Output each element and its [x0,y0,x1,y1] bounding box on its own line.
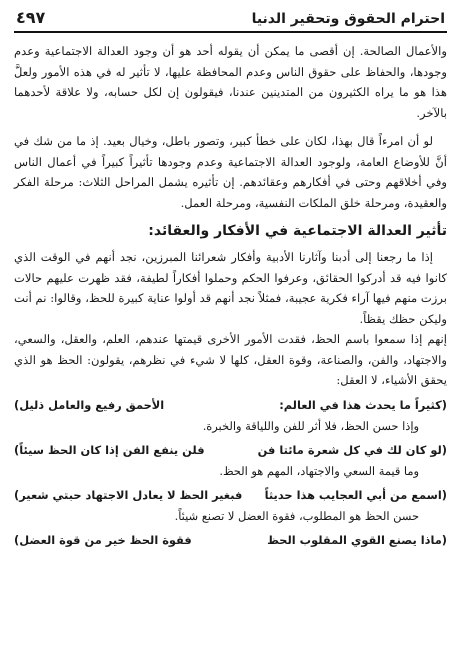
page-number: ٤٩٧ [16,8,46,27]
paragraph: إنهم إذا سمعوا باسم الحظ، فقدت الأمور الأخرى قيمتها عندهم، العلم، والعقل، والسعي، والاجتهاد، والفن، والصناعة، وقوة العقل، كلها لا شيء في نظرهم، يقولون: الحظ هو الذي يحقق الأشياء، لا العقل: [14,332,447,387]
running-title: احترام الحقوق وتحقير الدنيا [251,11,445,27]
verse-first-hemistich: (لو كان لك في كل شعرة مائتا فن [257,442,447,457]
paragraph: والأعمال الصالحة. إن أقصى ما يمكن أن يقوله أحد هو أن وجود العدالة الاجتماعية وعدم وجودها، والحفاظ على حقوق الناس وعدم المحافظة عليها، لا تأثير له في هذه الأمور ولعلَّ هذا هو ما يراه الكثيرون من المتدينين عندنا، فيقولون إن لكل حسابه، ولا علاقة لأحدهما بالآخر. [14,44,447,120]
verse-first-hemistich: (اسمع من أبي العجايب هذا حديثاً [264,487,447,502]
verse-first-hemistich: (ماذا يصنع القوي المقلوب الحظ [267,532,447,547]
verse-line [14,440,447,461]
paragraph: لو أن امرءاً قال بهذا، لكان على خطأ كبير، وتصور باطل، وخيال بعيد. إذ ما من شك في أنَّ للأوضاع العامة، ولوجود العدالة الاجتماعية وعدم وجودها تأثيراً كبيراً في أعمال الناس وفي أخلاقهم وحتى في أفكارهم وعقائدهم. إن تأثيره يشمل المراحل الثلاث: مرحلة الفكر والعقيدة، ومرحلة خلق الملكات النفسية، ومرحلة العمل. [14,134,447,210]
verse-line [14,530,447,551]
verse-second-hemistich: فبغير الحظ لا يعادل الاجتهاد حبتي شعير) [14,487,243,502]
page-body [14,41,447,551]
verse-line [14,395,447,416]
verse-second-hemistich: فقوة الحظ خير من قوة العضل) [14,532,192,547]
section-heading: تأثير العدالة الاجتماعية في الأفكار والعقائد: [148,223,447,239]
verse-explanation: وإذا حسن الحظ، فلا أثر للفن واللياقة والخبرة. [202,418,419,433]
verse-line [14,485,447,506]
verse-second-hemistich: فلن ينفع الفن إذا كان الحظ سيئاً) [14,442,205,457]
book-page [14,8,447,645]
verse-explanation: وما قيمة السعي والاجتهاد، المهم هو الحظ. [219,463,419,478]
verse-second-hemistich: الأحمق رفيع والعامل ذليل) [14,397,165,412]
running-header [14,8,447,33]
verse-explanation: حسن الحظ هو المطلوب، فقوة العضل لا تصنع شيئاً. [174,508,419,523]
paragraph: إذا ما رجعنا إلى أدبنا وآثارنا الأدبية وأفكار شعرائنا المبرزين، نجد أنهم في الوقت الذي كانوا فيه قد أدركوا الحقائق، وعرفوا الحكم وحملوا أفكاراً لطيفة، فقد ظهرت عليهم حالات برزت منهم فيها آراء فكرية عجيبة، فمثلاً نجد أنهم قد أولوا عناية كبيرة للحظ، وقالوا: نم أنت وليكن حظك يقظاً. [14,250,447,326]
verse-first-hemistich: (كثيراً ما يحدث هذا في العالم: [279,397,447,412]
